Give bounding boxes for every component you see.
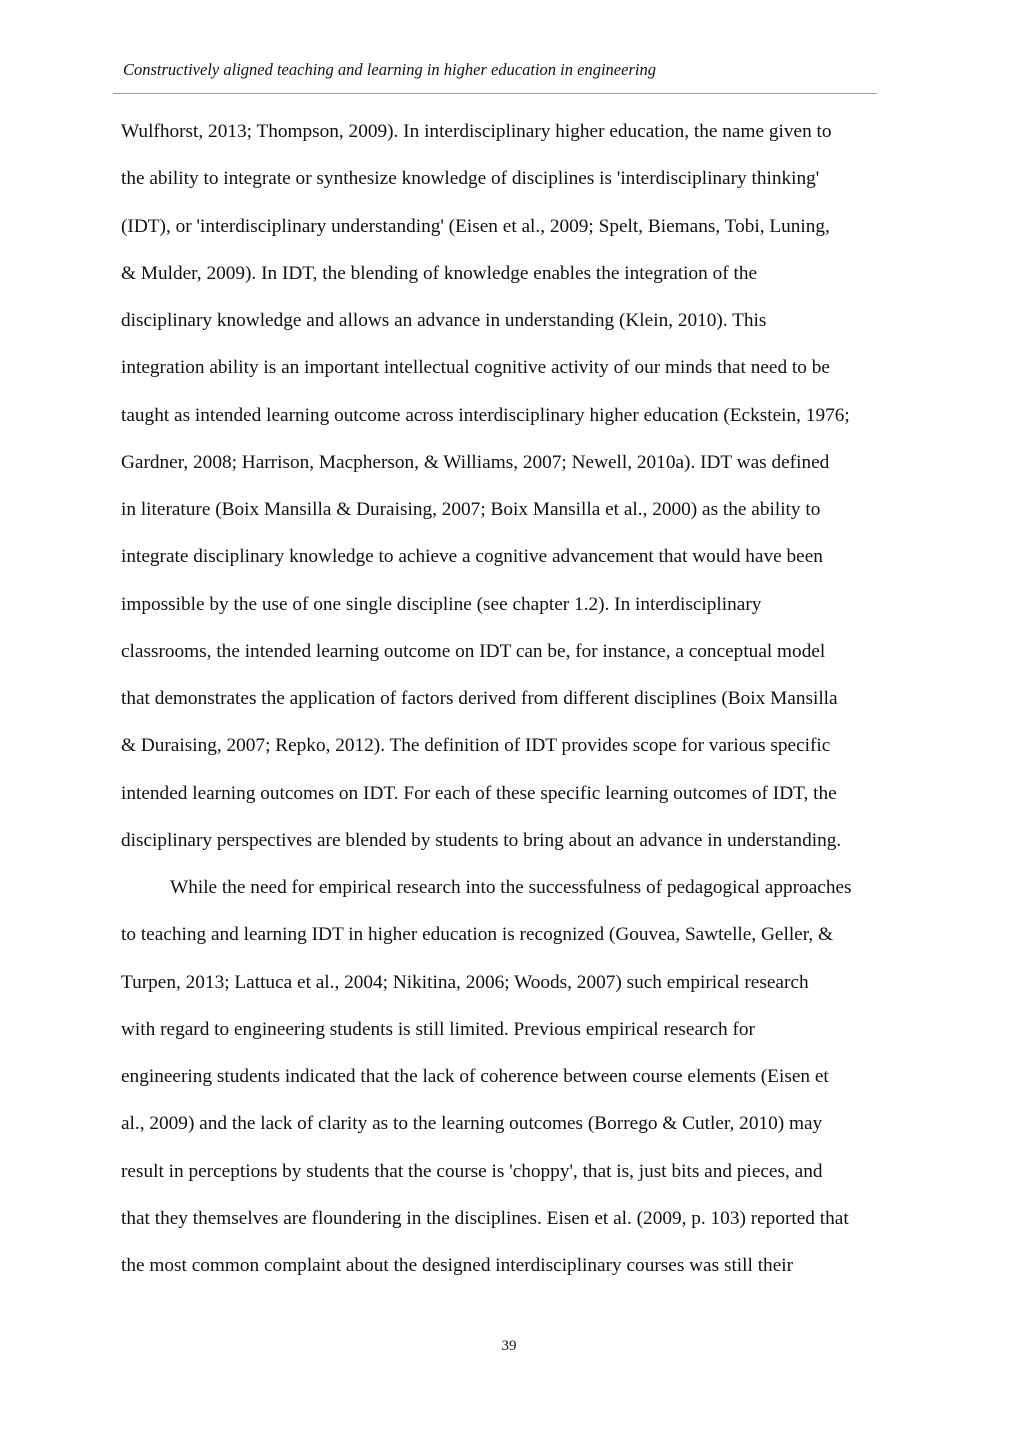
text-line: with regard to engineering students is still limited. Previous empirical research for	[121, 1018, 755, 1040]
body-text	[121, 120, 911, 1301]
text-line: taught as intended learning outcome across interdisciplinary higher education (Eckstein, 1976;	[121, 404, 850, 426]
text-line: Gardner, 2008; Harrison, Macpherson, & Williams, 2007; Newell, 2010a). IDT was defined	[121, 451, 830, 473]
text-line: the most common complaint about the designed interdisciplinary courses was still their	[121, 1255, 794, 1276]
running-header: Constructively aligned teaching and learning in higher education in engineering	[123, 60, 656, 79]
text-line: (IDT), or 'interdisciplinary understanding' (Eisen et al., 2009; Spelt, Biemans, Tobi, Luning,	[121, 215, 830, 237]
text-line: engineering students indicated that the lack of coherence between course elements (Eisen et	[121, 1066, 829, 1087]
text-line: impossible by the use of one single discipline (see chapter 1.2). In interdisciplinary	[121, 593, 762, 615]
text-line: to teaching and learning IDT in higher education is recognized (Gouvea, Sawtelle, Geller, &	[121, 924, 834, 946]
text-line: & Mulder, 2009). In IDT, the blending of knowledge enables the integration of the	[121, 262, 758, 284]
text-line: the ability to integrate or synthesize knowledge of disciplines is 'interdisciplinary thinking'	[121, 168, 820, 190]
text-line: result in perceptions by students that the course is 'choppy', that is, just bits and pieces, and	[121, 1160, 823, 1182]
text-line: integrate disciplinary knowledge to achieve a cognitive advancement that would have been	[121, 546, 823, 568]
page-number: 39	[501, 1338, 517, 1354]
text-line: classrooms, the intended learning outcome on IDT can be, for instance, a conceptual model	[121, 640, 826, 662]
text-line: & Duraising, 2007; Repko, 2012). The definition of IDT provides scope for various specific	[121, 735, 831, 757]
text-line: integration ability is an important intellectual cognitive activity of our minds that need to be	[121, 357, 830, 379]
text-line: that they themselves are floundering in the disciplines. Eisen et al. (2009, p. 103) reported that	[121, 1207, 849, 1229]
text-line: Turpen, 2013; Lattuca et al., 2004; Nikitina, 2006; Woods, 2007) such empirical research	[121, 971, 809, 993]
text-line: intended learning outcomes on IDT. For each of these specific learning outcomes of IDT, the	[121, 782, 837, 804]
text-line: While the need for empirical research into the successfulness of pedagogical approaches	[170, 877, 852, 898]
text-line: in literature (Boix Mansilla & Duraising, 2007; Boix Mansilla et al., 2000) as the ability to	[121, 499, 821, 520]
text-line: disciplinary perspectives are blended by students to bring about an advance in understanding.	[121, 829, 842, 851]
text-line: Wulfhorst, 2013; Thompson, 2009). In interdisciplinary higher education, the name given to	[121, 121, 832, 142]
text-line: that demonstrates the application of factors derived from different disciplines (Boix Mansilla	[121, 688, 838, 709]
text-line: al., 2009) and the lack of clarity as to the learning outcomes (Borrego & Cutler, 2010) may	[121, 1113, 823, 1135]
text-line: disciplinary knowledge and allows an advance in understanding (Klein, 2010). This	[121, 310, 767, 331]
header-rule	[113, 93, 877, 94]
